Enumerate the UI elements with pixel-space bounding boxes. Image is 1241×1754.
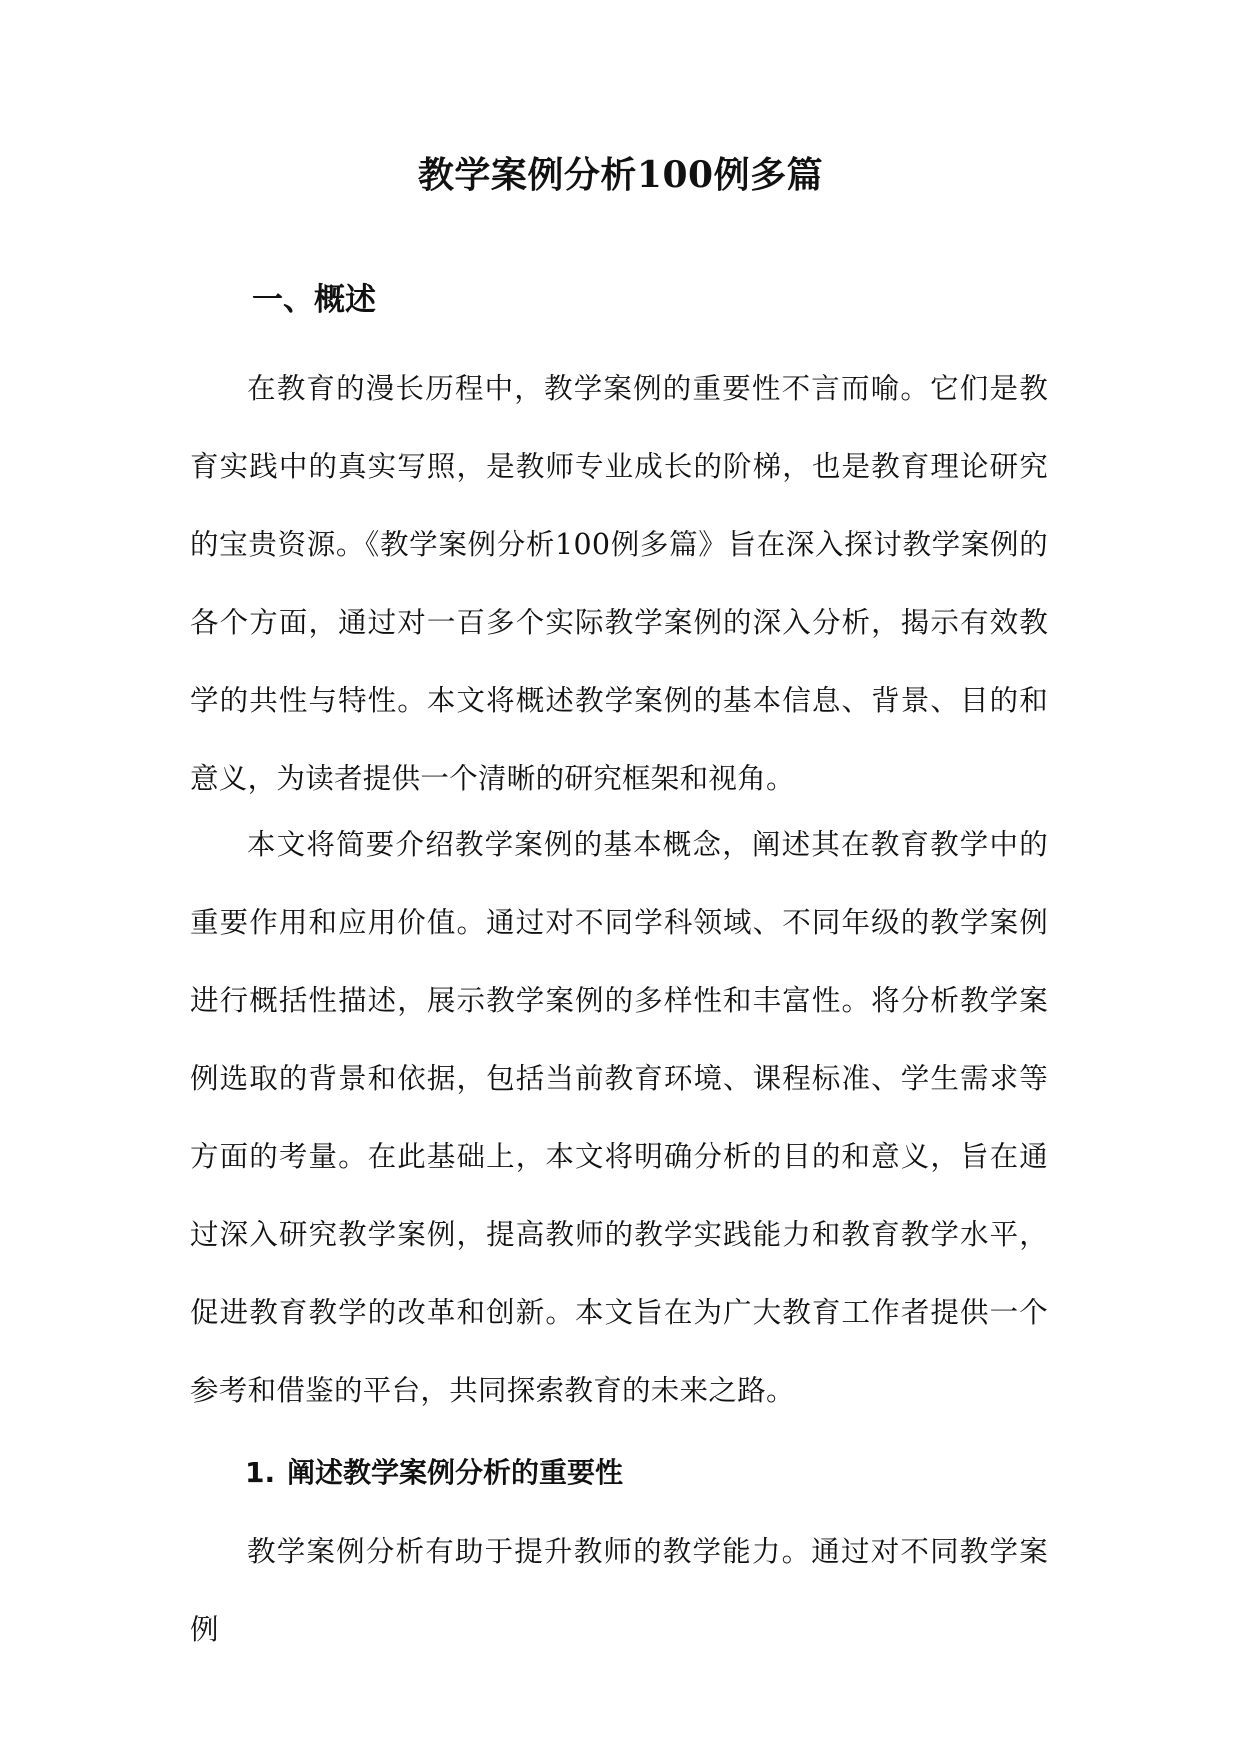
subsection-title: 阐述教学案例分析的重要性	[287, 1456, 624, 1489]
section-heading-overview: 一、概述	[252, 282, 376, 318]
overview-paragraph-1: 在教育的漫长历程中，教学案例的重要性不言而喻。它们是教育实践中的真实写照，是教师专业成长的阶梯，也是教育理论研究的宝贵资源。《教学案例分析100例多篇》旨在深入探讨教学案例的各个方面，通过对一百多个实际教学案例的深入分析，揭示有效教学的共性与特性。本文将概述教学案例的基本信息、背景、目的和意义，为读者提供一个清晰的研究框架和视角。	[190, 372, 1048, 795]
overview-paragraph-2: 本文将简要介绍教学案例的基本概念，阐述其在教育教学中的重要作用和应用价值。通过对不同学科领域、不同年级的教学案例进行概括性描述，展示教学案例的多样性和丰富性。将分析教学案例选取的背景和依据，包括当前教育环境、课程标准、学生需求等方面的考量。在此基础上，本文将明确分析的目的和意义，旨在通过深入研究教学案例，提高教师的教学实践能力和教育教学水平，促进教育教学的改革和创新。本文旨在为广大教育工作者提供一个参考和借鉴的平台，共同探索教育的未来之路。	[190, 828, 1048, 1407]
importance-paragraph: 教学案例分析有助于提升教师的教学能力。通过对不同教学案例	[190, 1535, 1048, 1646]
document-title: 教学案例分析100例多篇	[417, 154, 824, 196]
subsection-heading-importance	[245, 1453, 623, 1493]
subsection-number: 1.	[245, 1456, 276, 1489]
